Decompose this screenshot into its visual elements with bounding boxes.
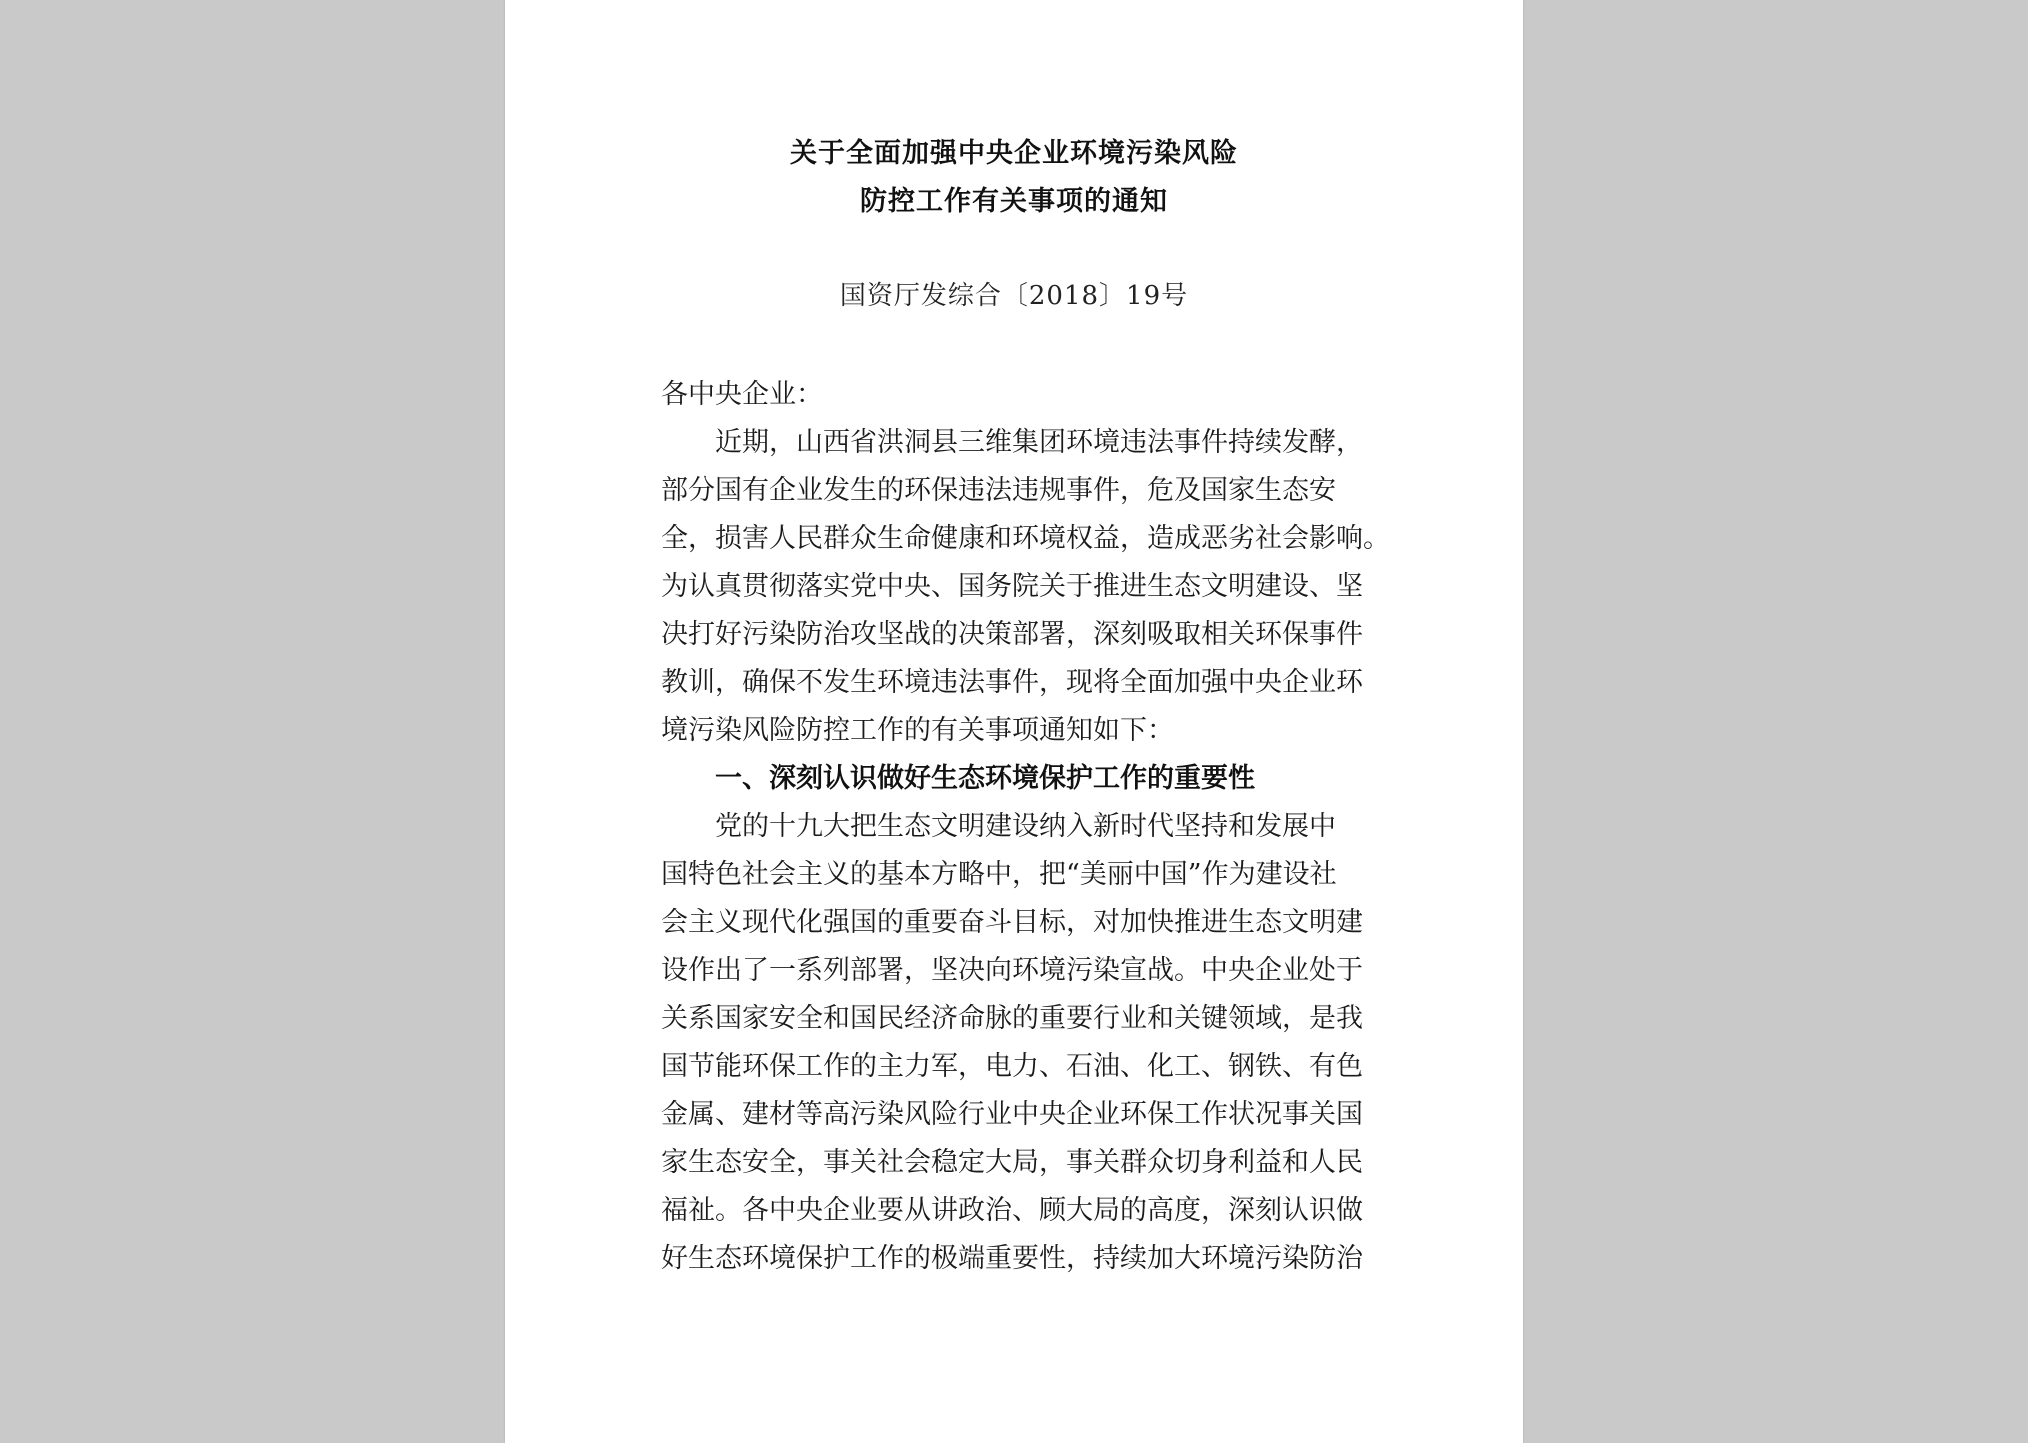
title-line-2: 防控工作有关事项的通知 [860, 186, 1168, 217]
paragraph-line: 金属、建材等高污染风险行业中央企业环保工作状况事关国 [661, 1099, 1363, 1130]
document-page [505, 0, 1523, 1443]
paragraph-line: 设作出了一系列部署，坚决向环境污染宣战。中央企业处于 [661, 955, 1363, 986]
document-title [505, 130, 1523, 226]
paragraph-line: 为认真贯彻落实党中央、国务院关于推进生态文明建设、坚 [661, 571, 1363, 602]
paragraph-line: 决打好污染防治攻坚战的决策部署，深刻吸取相关环保事件 [661, 619, 1363, 650]
paragraph-line: 关系国家安全和国民经济命脉的重要行业和关键领域，是我 [661, 1003, 1363, 1034]
paragraph-line: 会主义现代化强国的重要奋斗目标，对加快推进生态文明建 [661, 907, 1363, 938]
document-body [661, 371, 1401, 1283]
paragraph-line: 福祉。各中央企业要从讲政治、顾大局的高度，深刻认识做 [661, 1195, 1363, 1226]
paragraph-line: 全，损害人民群众生命健康和环境权益，造成恶劣社会影响。 [661, 523, 1390, 554]
paragraph-line: 部分国有企业发生的环保违法违规事件，危及国家生态安 [661, 475, 1336, 506]
paragraph-line: 党的十九大把生态文明建设纳入新时代坚持和发展中 [715, 811, 1336, 842]
paragraph-line: 教训，确保不发生环境违法事件，现将全面加强中央企业环 [661, 667, 1363, 698]
paragraph-line: 近期，山西省洪洞县三维集团环境违法事件持续发酵， [715, 427, 1363, 458]
paragraph-line: 家生态安全，事关社会稳定大局，事关群众切身利益和人民 [661, 1147, 1363, 1178]
title-line-1: 关于全面加强中央企业环境污染风险 [790, 138, 1238, 169]
section-heading: 一、深刻认识做好生态环境保护工作的重要性 [715, 763, 1255, 794]
paragraph-line: 好生态环境保护工作的极端重要性，持续加大环境污染防治 [661, 1243, 1363, 1274]
paragraph-line: 境污染风险防控工作的有关事项通知如下： [661, 715, 1174, 746]
paragraph-line: 国特色社会主义的基本方略中，把“美丽中国”作为建设社 [661, 859, 1337, 890]
document-number: 国资厅发综合〔2018〕19号 [839, 281, 1189, 311]
salutation: 各中央企业： [661, 379, 823, 410]
paragraph-line: 国节能环保工作的主力军，电力、石油、化工、钢铁、有色 [661, 1051, 1363, 1082]
